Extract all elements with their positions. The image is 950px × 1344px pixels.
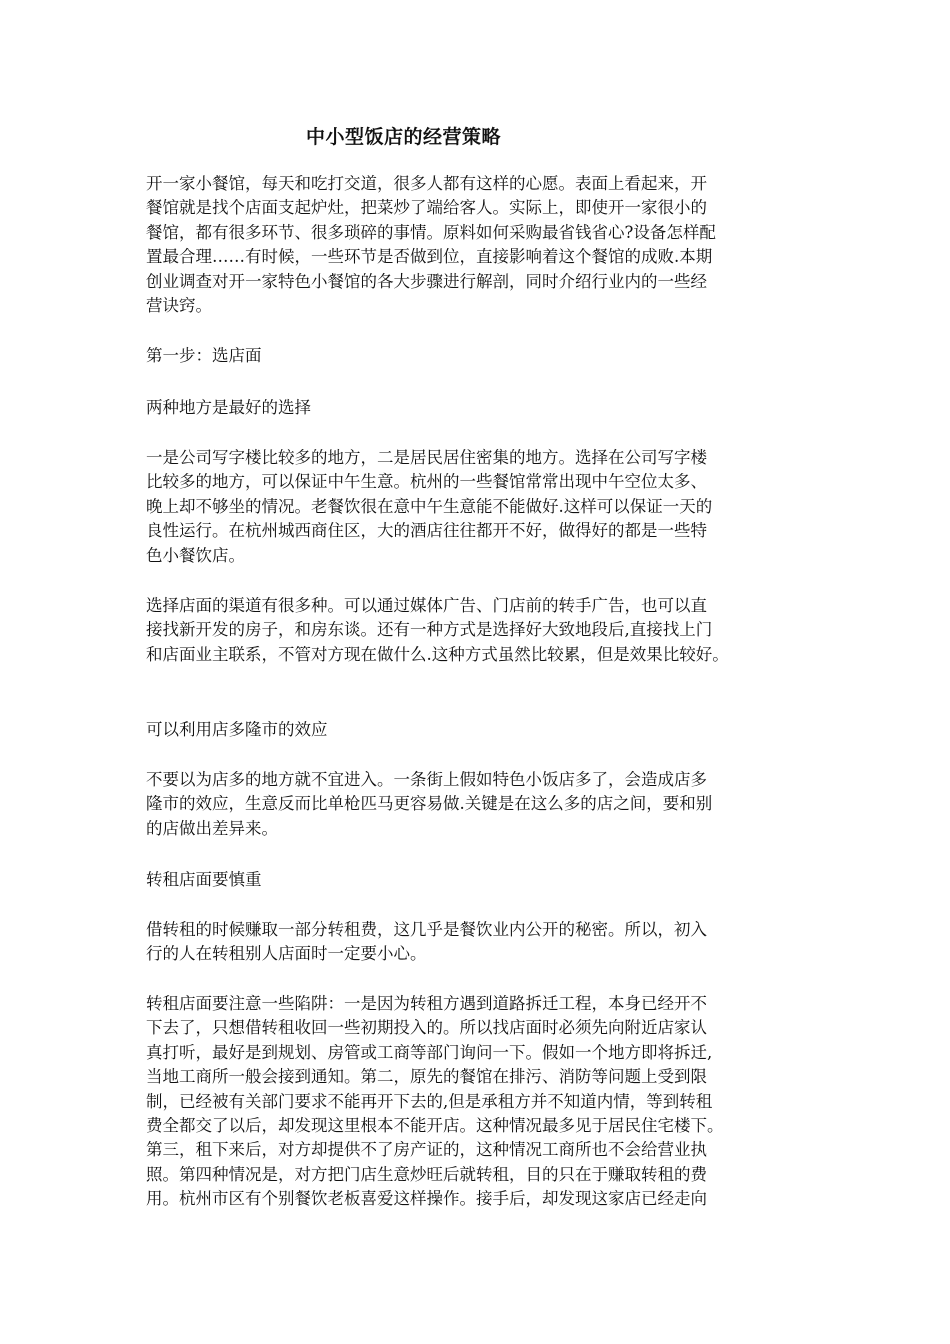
text-line: 的店做出差异来。 bbox=[146, 818, 278, 838]
text-line: 转租店面要注意一些陷阱：一是因为转租方遇到道路拆迁工程，本身已经开不 bbox=[146, 994, 707, 1013]
text-line: 隆市的效应，生意反而比单枪匹马更容易做.关键是在这么多的店之间，要和别 bbox=[146, 794, 713, 814]
text-line: 不要以为店多的地方就不宜进入。一条街上假如特色小饭店多了，会造成店多 bbox=[146, 770, 707, 789]
text-line: 餐馆，都有很多环节、很多琐碎的事情。原料如何采购最省钱省心?设备怎样配 bbox=[146, 222, 716, 242]
text-line: 当地工商所一般会接到通知。第二，原先的餐馆在排污、消防等问题上受到限 bbox=[146, 1067, 707, 1087]
section-heading bbox=[146, 396, 806, 420]
text-line: 第一步：选店面 bbox=[146, 346, 262, 365]
text-line: 色小餐饮店。 bbox=[146, 545, 245, 565]
text-line: 真打听，最好是到规划、房管或工商等部门询问一下。假如一个地方即将拆迁, bbox=[146, 1042, 713, 1062]
body-paragraph bbox=[146, 594, 806, 667]
text-line: 比较多的地方，可以保证中午生意。杭州的一些餐馆常常出现中午空位太多、 bbox=[146, 472, 707, 492]
text-line: 照。第四种情况是，对方把门店生意炒旺后就转租，目的只在于赚取转租的费 bbox=[146, 1164, 707, 1184]
text-line: 一是公司写字楼比较多的地方，二是居民居住密集的地方。选择在公司写字楼 bbox=[146, 448, 707, 467]
text-line: 转租店面要慎重 bbox=[146, 870, 262, 889]
body-paragraph bbox=[146, 918, 806, 967]
section-heading bbox=[146, 718, 806, 742]
text-line: 开一家小餐馆，每天和吃打交道，很多人都有这样的心愿。表面上看起来，开 bbox=[146, 174, 707, 193]
body-paragraph bbox=[146, 992, 806, 1212]
text-line: 下去了，只想借转租收回一些初期投入的。所以找店面时必须先向附近店家认 bbox=[146, 1018, 707, 1038]
text-line: 制，已经被有关部门要求不能再开下去的,但是承租方并不知道内情，等到转租 bbox=[146, 1091, 713, 1111]
body-paragraph bbox=[146, 446, 806, 568]
text-line: 营诀窍。 bbox=[146, 296, 212, 316]
text-line: 和店面业主联系，不管对方现在做什么.这种方式虽然比较累，但是效果比较好。 bbox=[146, 644, 729, 664]
intro-paragraph bbox=[146, 172, 806, 318]
document-title: 中小型饭店的经营策略 bbox=[306, 126, 502, 148]
text-line: 接找新开发的房子，和房东谈。还有一种方式是选择好大致地段后,直接找上门 bbox=[146, 620, 713, 640]
text-line: 良性运行。在杭州城西商住区，大的酒店往往都开不好，做得好的都是一些特 bbox=[146, 521, 707, 541]
section-heading bbox=[146, 868, 806, 892]
text-line: 置最合理……有时候，一些环节是否做到位，直接影响着这个餐馆的成败.本期 bbox=[146, 247, 713, 267]
text-line: 两种地方是最好的选择 bbox=[146, 398, 311, 417]
body-paragraph bbox=[146, 768, 806, 841]
text-line: 借转租的时候赚取一部分转租费，这几乎是餐饮业内公开的秘密。所以，初入 bbox=[146, 920, 707, 939]
text-line: 费全都交了以后，却发现这里根本不能开店。这种情况最多见于居民住宅楼下。 bbox=[146, 1116, 724, 1136]
text-line: 晚上却不够坐的情况。老餐饮很在意中午生意能不能做好.这样可以保证一天的 bbox=[146, 496, 713, 516]
text-line: 行的人在转租别人店面时一定要小心。 bbox=[146, 944, 427, 964]
text-line: 可以利用店多隆市的效应 bbox=[146, 720, 328, 739]
text-line: 第三，租下来后，对方却提供不了房产证的，这种情况工商所也不会给营业执 bbox=[146, 1140, 707, 1160]
text-line: 餐馆就是找个店面支起炉灶，把菜炒了端给客人。实际上，即使开一家很小的 bbox=[146, 198, 707, 218]
text-line: 创业调查对开一家特色小餐馆的各大步骤进行解剖，同时介绍行业内的一些经 bbox=[146, 271, 707, 291]
text-line: 用。杭州市区有个别餐饮老板喜爱这样操作。接手后，却发现这家店已经走向 bbox=[146, 1189, 707, 1209]
text-line: 选择店面的渠道有很多种。可以通过媒体广告、门店前的转手广告，也可以直 bbox=[146, 596, 707, 615]
step-heading bbox=[146, 344, 806, 368]
